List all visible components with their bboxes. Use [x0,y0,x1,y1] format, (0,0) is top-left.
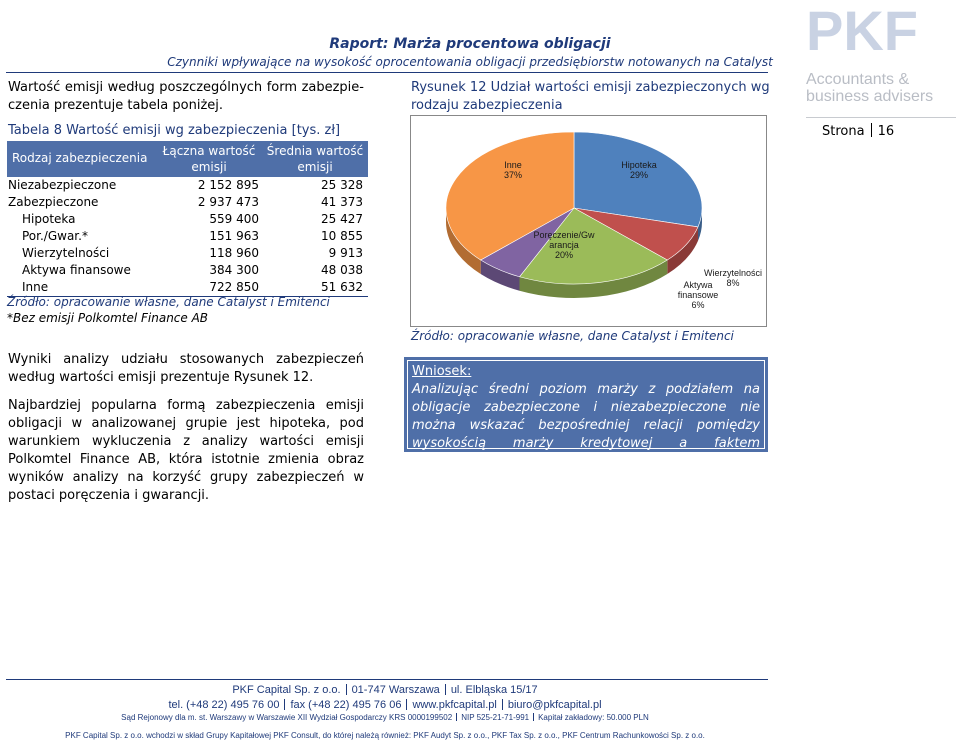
row-average: 51 632 [321,280,363,294]
table-row [7,245,368,262]
brand-divider [806,117,956,118]
table-caption: Tabela 8 Wartość emisji wg zabezpieczenia [tys. zł] [8,123,341,138]
row-label: Inne [22,280,49,294]
footer-separator [533,713,534,721]
row-total: 2 152 895 [197,178,259,192]
page-label: Strona [822,124,865,139]
report-title: Raport: Marża procentowa obligacji [329,36,611,52]
row-average: 9 913 [328,246,363,260]
header-total: Łączna wartość emisji [162,144,256,174]
page-separator [871,123,872,137]
footer-fax: fax (+48 22) 495 76 06 [290,699,402,711]
brand-tagline-1: Accountants & [806,71,910,88]
pie-slice-label: Poręczenie/Gw arancja 20% [533,230,595,260]
footer-divider [6,679,768,680]
footer-street: ul. Elbląska 15/17 [450,684,538,696]
row-total: 118 960 [209,246,259,260]
footer-contact [0,699,770,711]
pkf-logo-text: PKF [806,0,918,60]
row-average: 25 328 [321,178,363,192]
pie-slice-label: Aktywa finansowe 6% [677,280,719,310]
footer-separator [502,699,503,710]
footer-court: Sąd Rejonowy dla m. st. Warszawy w Warszawie XII Wydział Gospodarczy KRS 0000199502 [121,713,453,722]
row-label: Wierzytelności [22,246,110,260]
header-divider [6,72,768,73]
footer-capital: Kapitał zakładowy: 50.000 PLN [538,713,649,722]
footer-separator [284,699,285,710]
security-table [7,141,368,297]
row-total: 559 400 [209,212,259,226]
table-row [7,211,368,228]
pie-slice-label: Inne 37% [503,160,523,180]
footer-company: PKF Capital Sp. z o.o. [232,684,341,696]
footer-separator [406,699,407,710]
table-footnote: *Bez emisji Polkomtel Finance AB [7,311,209,325]
conclusion-title: Wniosek: [412,364,472,379]
footer-email-link[interactable]: biuro@pkfcapital.pl [507,699,602,711]
report-subtitle: Czynniki wpływające na wysokość oprocentowania obligacji przedsiębiorstw notowanych na Catalyst [167,55,773,69]
pkf-logo [806,0,956,60]
footer-separator [346,684,347,695]
pie-chart [411,116,766,326]
row-average: 10 855 [321,229,363,243]
table-row [7,177,368,194]
figure-source: Źródło: opracowanie własne, dane Catalyst i Emitenci [411,329,734,343]
page-number-value: 16 [877,124,895,139]
footer-group-note: PKF Capital Sp. z o.o. wchodzi w skład Grupy Kapitałowej PKF Consult, do której należą również: PKF Audyt Sp. z o.o., PKF Tax Sp. z o.o., PKF Centrum Rachunkowości Sp. z o.o. [65,731,705,740]
row-label: Niezabezpieczone [8,178,117,192]
pie-slice-label: Hipoteka 29% [621,160,657,180]
table-source: Źródło: opracowanie własne, dane Catalyst i Emitenci [7,295,330,309]
row-total: 151 963 [209,229,259,243]
row-label: Zabezpieczone [8,195,99,209]
pie-slice-label: Wierzytelności 8% [703,268,763,288]
header-type: Rodzaj zabezpieczenia [12,151,148,165]
row-label: Hipoteka [22,212,76,226]
table-row [7,194,368,211]
row-average: 48 038 [321,263,363,277]
table-row [7,262,368,279]
figure-caption: Rysunek 12 Udział wartości emisji zabezpieczonych wg rodzaju zabezpieczenia [411,80,770,113]
paragraph-results: Wyniki analizy udziału stosowanych zabezpieczeń według wartości emisji prezentuje Rysunek 12. [8,352,364,385]
intro-paragraph: Wartość emisji według poszczególnych form zabezpie-czenia prezentuje tabela poniżej. [8,80,364,113]
footer-registry [0,713,770,722]
table-row [7,279,368,296]
footer-city: 01-747 Warszawa [351,684,440,696]
footer-website-link[interactable]: www.pkfcapital.pl [412,699,497,711]
row-average: 25 427 [321,212,363,226]
header-average: Średnia wartość emisji [266,144,364,174]
conclusion-box [404,357,768,469]
footer-address [0,684,770,696]
row-total: 722 850 [209,280,259,294]
brand-tagline-2: business advisers [806,88,934,105]
footer-separator [456,713,457,721]
row-total: 2 937 473 [197,195,259,209]
pie-chart-frame [410,115,767,327]
row-total: 384 300 [209,263,259,277]
footer-nip: NIP 525-21-71-991 [461,713,530,722]
table-row [7,228,368,245]
row-label: Aktywa finansowe [22,263,131,277]
footer-phone: tel. (+48 22) 495 76 00 [168,699,280,711]
conclusion-text: Analizując średni poziom marży z podziałem na obligacje zabezpieczone i niezabezpieczone nie można wskazać bezpośredniej relacji pomiędzy wysokością marży kredytowej a faktem zabezpieczenia obligacji. [412,382,760,469]
table-header [7,141,368,177]
row-average: 41 373 [321,195,363,209]
row-label: Por./Gwar.* [22,229,88,243]
conclusion-inner [407,360,765,469]
footer-separator [445,684,446,695]
page-number [822,123,894,139]
paragraph-analysis: Najbardziej popularna formą zabezpieczenia emisji obligacji w analizowanej grupie jest hipoteka, pod warunkiem wykluczenia z analizy wartości emisji Polkomtel Finance AB, która istotnie zmienia obraz wyników analizy na korzyść grupy zabezpieczeń w postaci poręczenia i gwarancji. [8,398,364,503]
